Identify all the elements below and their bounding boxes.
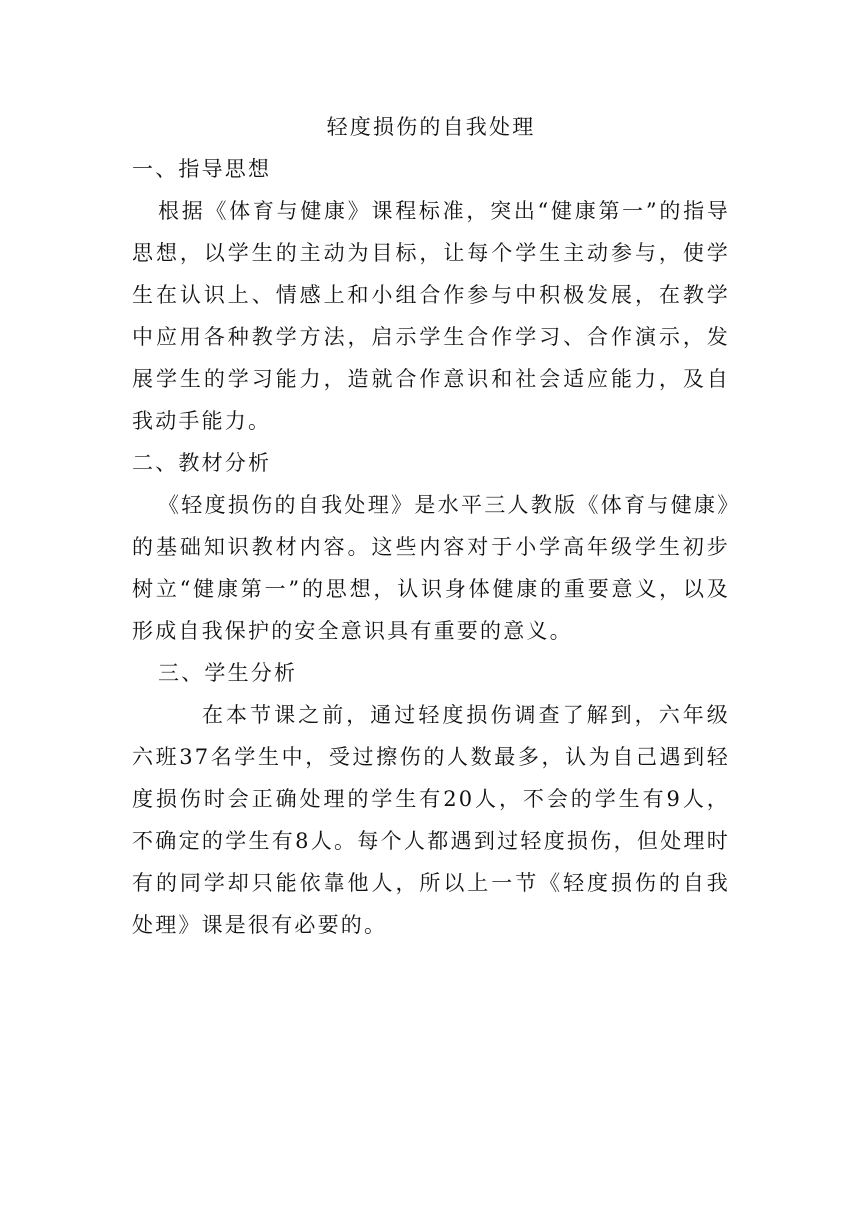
section-heading-guiding-ideology: 一、指导思想 (132, 157, 272, 181)
section-guiding-ideology (132, 148, 730, 442)
document-title: 轻度损伤的自我处理 (326, 115, 536, 139)
section-paragraph-material-analysis: 《轻度损伤的自我处理》是水平三人教版《体育与健康》的基础知识教材内容。这些内容对于小学高年级学生初步树立“健康第一”的思想，认识身体健康的重要意义，以及形成自我保护的安全意识具有重要的意义。 (132, 493, 730, 643)
document-body (132, 106, 730, 946)
section-material-analysis (132, 442, 730, 652)
section-heading-student-analysis: 三、学生分析 (158, 661, 298, 685)
section-student-analysis (132, 652, 730, 946)
section-paragraph-guiding-ideology: 根据《体育与健康》课程标准，突出“健康第一”的指导思想，以学生的主动为目标，让每个学生主动参与，使学生在认识上、情感上和小组合作参与中积极发展，在教学中应用各种教学方法，启示学生合作学习、合作演示，发展学生的学习能力，造就合作意识和社会适应能力，及自我动手能力。 (132, 199, 730, 433)
section-paragraph-student-analysis: 在本节课之前，通过轻度损伤调查了解到，六年级六班37名学生中，受过擦伤的人数最多，认为自己遇到轻度损伤时会正确处理的学生有20人，不会的学生有9人，不确定的学生有8人。每个人都遇到过轻度损伤，但处理时有的同学却只能依靠他人，所以上一节《轻度损伤的自我处理》课是很有必要的。 (132, 703, 730, 937)
section-heading-material-analysis: 二、教材分析 (132, 451, 272, 475)
